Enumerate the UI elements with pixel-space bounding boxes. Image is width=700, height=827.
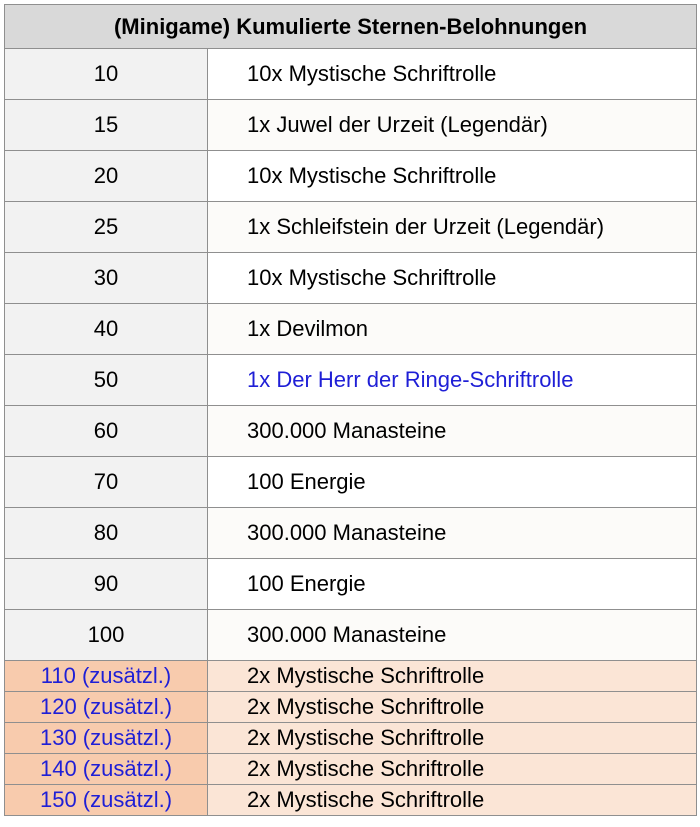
table-row	[5, 406, 697, 457]
stars-cell: 100	[5, 610, 208, 661]
stars-cell: 50	[5, 355, 208, 406]
table-row	[5, 304, 697, 355]
stars-cell: 150 (zusätzl.)	[5, 785, 208, 816]
stars-cell: 40	[5, 304, 208, 355]
reward-cell-highlighted: 1x Der Herr der Ringe-Schriftrolle	[208, 355, 697, 406]
table-row-extra	[5, 723, 697, 754]
stars-cell: 20	[5, 151, 208, 202]
stars-cell: 130 (zusätzl.)	[5, 723, 208, 754]
reward-cell: 2x Mystische Schriftrolle	[208, 723, 697, 754]
table-row	[5, 508, 697, 559]
star-rewards-table	[4, 4, 697, 816]
table-row	[5, 253, 697, 304]
table-row	[5, 610, 697, 661]
reward-cell: 100 Energie	[208, 457, 697, 508]
table-row-extra	[5, 754, 697, 785]
reward-cell: 1x Schleifstein der Urzeit (Legendär)	[208, 202, 697, 253]
stars-cell: 10	[5, 49, 208, 100]
stars-cell: 80	[5, 508, 208, 559]
table-row	[5, 355, 697, 406]
reward-cell: 1x Juwel der Urzeit (Legendär)	[208, 100, 697, 151]
stars-cell: 30	[5, 253, 208, 304]
reward-cell: 2x Mystische Schriftrolle	[208, 754, 697, 785]
table-row	[5, 151, 697, 202]
table-row	[5, 49, 697, 100]
reward-cell: 2x Mystische Schriftrolle	[208, 785, 697, 816]
table-title: (Minigame) Kumulierte Sternen-Belohnungen	[5, 5, 697, 49]
table-row	[5, 202, 697, 253]
table-row	[5, 457, 697, 508]
table-row-extra	[5, 692, 697, 723]
reward-cell: 300.000 Manasteine	[208, 508, 697, 559]
stars-cell: 140 (zusätzl.)	[5, 754, 208, 785]
reward-cell: 2x Mystische Schriftrolle	[208, 661, 697, 692]
reward-cell: 2x Mystische Schriftrolle	[208, 692, 697, 723]
reward-cell: 1x Devilmon	[208, 304, 697, 355]
stars-cell: 60	[5, 406, 208, 457]
reward-cell: 10x Mystische Schriftrolle	[208, 151, 697, 202]
stars-cell: 15	[5, 100, 208, 151]
table-row	[5, 100, 697, 151]
stars-cell: 110 (zusätzl.)	[5, 661, 208, 692]
table-row-extra	[5, 661, 697, 692]
table-row	[5, 559, 697, 610]
table-header-row	[5, 5, 697, 49]
stars-cell: 90	[5, 559, 208, 610]
reward-cell: 100 Energie	[208, 559, 697, 610]
reward-cell: 10x Mystische Schriftrolle	[208, 253, 697, 304]
reward-cell: 300.000 Manasteine	[208, 406, 697, 457]
stars-cell: 70	[5, 457, 208, 508]
stars-cell: 25	[5, 202, 208, 253]
stars-cell: 120 (zusätzl.)	[5, 692, 208, 723]
reward-cell: 10x Mystische Schriftrolle	[208, 49, 697, 100]
table-row-extra	[5, 785, 697, 816]
reward-cell: 300.000 Manasteine	[208, 610, 697, 661]
